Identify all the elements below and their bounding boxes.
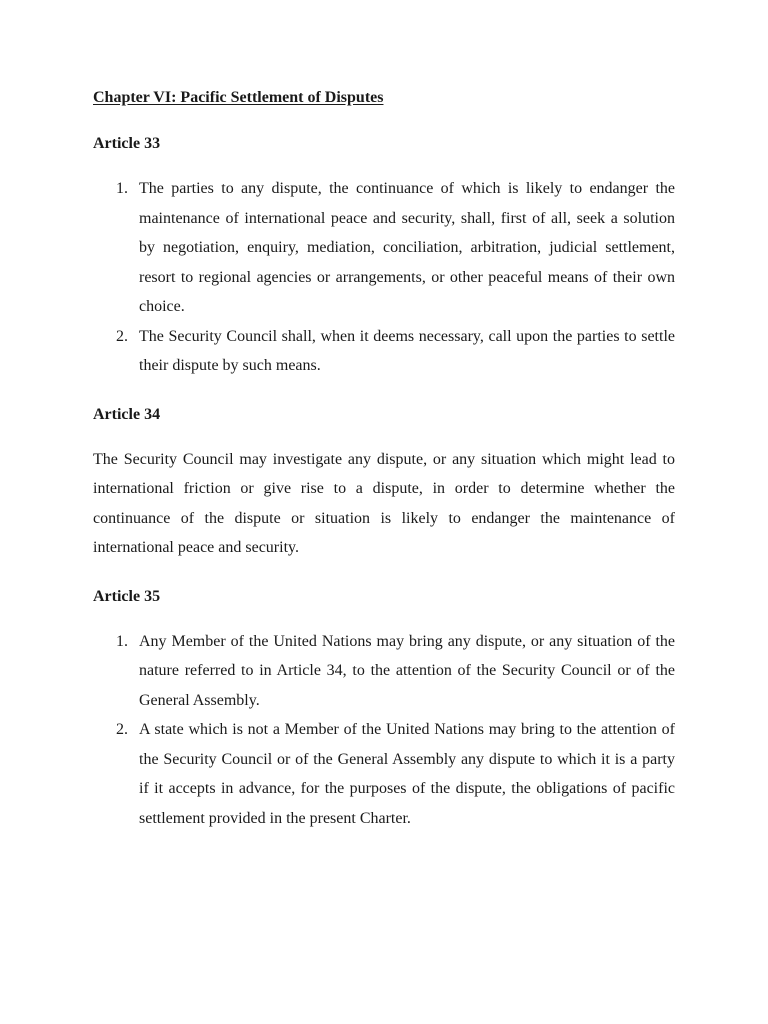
list-number: 2. (116, 327, 128, 345)
article-33-heading: Article 33 (93, 135, 161, 152)
list-number: 1. (116, 180, 128, 197)
article-34-paragraph: The Security Council may investigate any dispute, or any situation which might lead to international friction or give rise to a dispute, in order to determine whether the continuance of the dispute or situation is likely to endanger the maintenance of international peace and security. (93, 450, 675, 556)
list-item-text: A state which is not a Member of the United Nations may bring to the attention of the Security Council or of the General Assembly any dispute to which it is a party if it accepts in advance, for the purposes of the dispute, the obligations of pacific settlement provided in the present Charter. (139, 721, 675, 827)
list-item-text: The Security Council shall, when it deems necessary, call upon the parties to settle their dispute by such means. (139, 327, 675, 374)
list-item-text: The parties to any dispute, the continuance of which is likely to endanger the maintenance of international peace and security, shall, first of all, seek a solution by negotiation, enquiry, mediation, conciliation, arbitration, judicial settlement, resort to regional agencies or arrangements, or other peaceful means of their own choice. (139, 180, 675, 315)
article-35-heading: Article 35 (93, 587, 161, 605)
article-35-list (93, 627, 675, 834)
list-item (93, 174, 675, 322)
list-item (93, 322, 675, 381)
chapter-title: Chapter VI: Pacific Settlement of Disputes (93, 89, 384, 106)
list-item (93, 715, 675, 833)
article-33-list (93, 174, 675, 381)
list-number: 2. (116, 721, 128, 738)
article-34-heading: Article 34 (93, 405, 161, 423)
list-number: 1. (116, 632, 128, 650)
list-item (93, 627, 675, 716)
document-page (93, 86, 675, 833)
list-item-text: Any Member of the United Nations may bring any dispute, or any situation of the nature referred to in Article 34, to the attention of the Security Council or of the General Assembly. (139, 632, 675, 709)
